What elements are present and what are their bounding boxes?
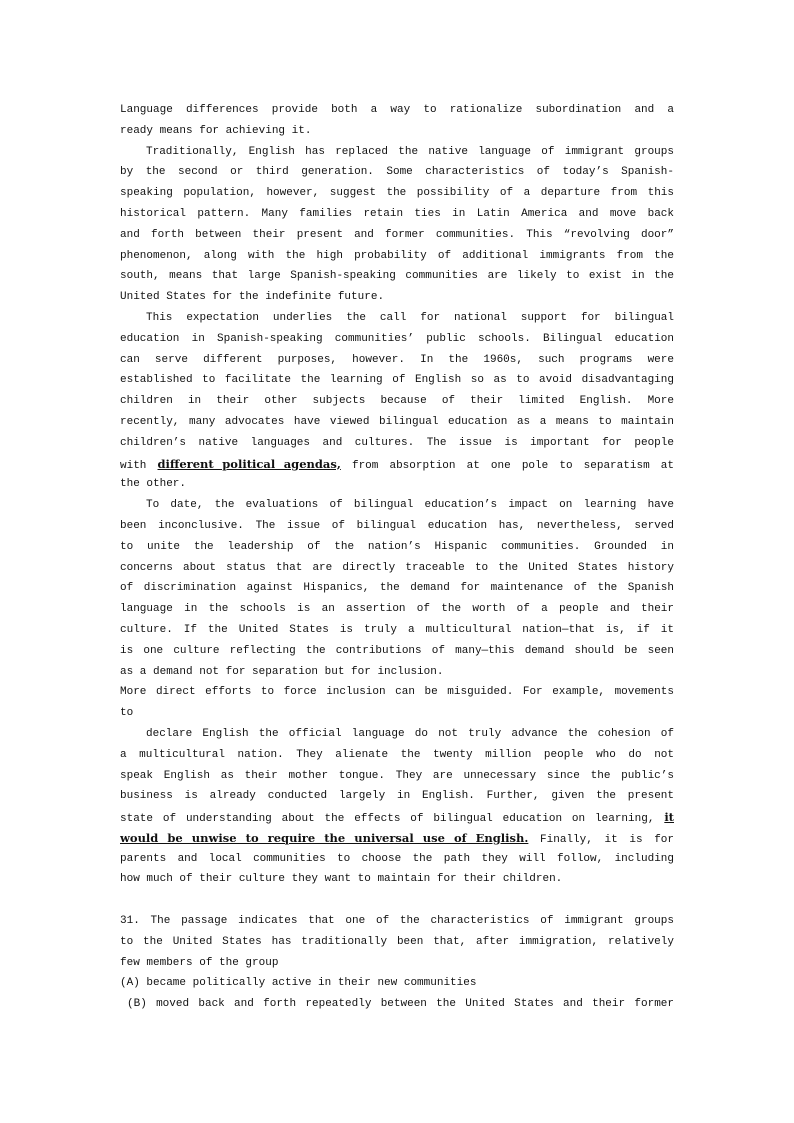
text-line — [120, 100, 674, 121]
text-segment: to — [120, 707, 134, 720]
text-segment: from absorption at one pole to separatism at — [340, 459, 674, 472]
text-line — [120, 474, 674, 495]
text-segment: (A) became politically active in their new communities — [120, 977, 477, 990]
text-segment: Language differences provide both a way to rationalize subordination and a — [120, 104, 674, 116]
text-segment: speaking population, however, suggest the possibility of a departure from this — [120, 187, 674, 200]
text-segment: can serve different purposes, however. In the 1960s, such programs were — [120, 353, 674, 366]
text-line — [120, 973, 674, 994]
text-line — [120, 308, 674, 329]
text-segment: phenomenon, along with the high probability of additional immigrants from the — [120, 249, 674, 262]
text-line — [120, 204, 674, 225]
text-line — [120, 786, 674, 807]
text-line — [120, 225, 674, 246]
text-line — [120, 641, 674, 662]
text-segment: south, means that large Spanish-speaking communities are likely to exist in the — [120, 270, 674, 283]
text-line — [120, 142, 674, 163]
text-line — [120, 828, 674, 849]
text-segment: culture. If the United States is truly a multicultural nation—that is, if it — [120, 623, 674, 636]
text-line — [120, 911, 674, 932]
text-line — [120, 246, 674, 267]
text-line — [120, 329, 674, 350]
text-segment: Traditionally, English has replaced the native language of immigrant groups — [146, 145, 674, 158]
text-segment: speak English as their mother tongue. They are unnecessary since the public’s — [120, 769, 674, 782]
text-line — [120, 121, 674, 142]
text-segment: recently, many advocates have viewed bilingual education as a means to maintain — [120, 415, 674, 428]
text-segment: concerns about status that are directly traceable to the United States history — [120, 561, 674, 574]
text-line — [120, 162, 674, 183]
text-segment: This expectation underlies the call for national support for bilingual — [146, 311, 674, 324]
text-segment: with — [120, 459, 158, 472]
text-segment: Finally, it is for — [528, 833, 674, 846]
text-line — [120, 994, 674, 1015]
text-line — [120, 745, 674, 766]
text-segment: parents and local communities to choose the path they will follow, including — [120, 852, 674, 865]
text-line — [120, 953, 674, 974]
text-line — [120, 578, 674, 599]
text-segment: few members of the group — [120, 956, 279, 969]
text-segment: business is already conducted largely in English. Further, given the present — [120, 790, 674, 803]
text-segment: children in their other subjects because of their limited English. More — [120, 395, 674, 408]
text-segment: is one culture reflecting the contributions of many—this demand should be seen — [120, 644, 674, 657]
text-segment: education in Spanish-speaking communities’ public schools. Bilingual education — [120, 332, 674, 345]
text-segment: by the second or third generation. Some characteristics of today’s Spanish- — [120, 166, 674, 179]
text-line — [120, 537, 674, 558]
text-segment: to unite the leadership of the nation’s Hispanic communities. Grounded in — [120, 540, 674, 553]
text-segment: the other. — [120, 478, 187, 491]
text-segment: historical pattern. Many families retain ties in Latin America and move back — [120, 207, 674, 220]
text-line — [120, 433, 674, 454]
text-segment: and forth between their present and former communities. This “revolving door” — [120, 228, 674, 241]
text-segment: to the United States has traditionally been that, after immigration, relatively — [120, 935, 674, 948]
emphasized-phrase: it — [664, 810, 674, 825]
text-line — [120, 724, 674, 745]
text-segment: of discrimination against Hispanics, the demand for maintenance of the Spanish — [120, 582, 674, 595]
text-segment: been inconclusive. The issue of bilingual education has, nevertheless, served — [120, 519, 674, 532]
text-line — [120, 932, 674, 953]
text-segment: More direct efforts to force inclusion can be misguided. For example, movements — [120, 686, 674, 699]
text-line — [120, 682, 674, 703]
document-page — [120, 100, 674, 1015]
text-line — [120, 807, 674, 828]
text-segment: as a demand not for separation but for inclusion. — [120, 665, 444, 678]
text-line — [120, 370, 674, 391]
text-segment: a multicultural nation. They alienate the twenty million people who do not — [120, 748, 674, 761]
text-segment: children’s native languages and cultures. The issue is important for people — [120, 436, 674, 449]
text-segment: state of understanding about the effects of bilingual education on learning, — [120, 813, 665, 826]
text-line — [120, 454, 674, 475]
text-line — [120, 266, 674, 287]
blank-line — [120, 890, 674, 911]
text-segment: how much of their culture they want to maintain for their children. — [120, 873, 563, 886]
emphasized-phrase: would be unwise to require the universal use of English. — [120, 830, 529, 845]
text-line — [120, 599, 674, 620]
text-line — [120, 287, 674, 308]
emphasized-phrase: different political agendas, — [157, 456, 341, 471]
text-line — [120, 869, 674, 890]
text-segment: language in the schools is an assertion of the worth of a people and their — [120, 603, 674, 616]
text-segment: United States for the indefinite future. — [120, 291, 385, 304]
text-line — [120, 391, 674, 412]
text-line — [120, 766, 674, 787]
text-line — [120, 183, 674, 204]
text-line — [120, 849, 674, 870]
text-segment: To date, the evaluations of bilingual education’s impact on learning have — [146, 499, 674, 512]
text-line — [120, 495, 674, 516]
text-line — [120, 516, 674, 537]
text-line — [120, 662, 674, 683]
text-line — [120, 620, 674, 641]
text-segment: established to facilitate the learning of English so as to avoid disadvantaging — [120, 374, 674, 387]
text-segment: 31. The passage indicates that one of the characteristics of immigrant groups — [120, 915, 674, 928]
text-line — [120, 703, 674, 724]
text-line — [120, 558, 674, 579]
text-segment: declare English the official language do not truly advance the cohesion of — [146, 727, 674, 740]
text-segment: (B) moved back and forth repeatedly between the United States and their former — [127, 998, 674, 1011]
text-segment: ready means for achieving it. — [120, 124, 312, 137]
text-line — [120, 350, 674, 371]
text-line — [120, 412, 674, 433]
